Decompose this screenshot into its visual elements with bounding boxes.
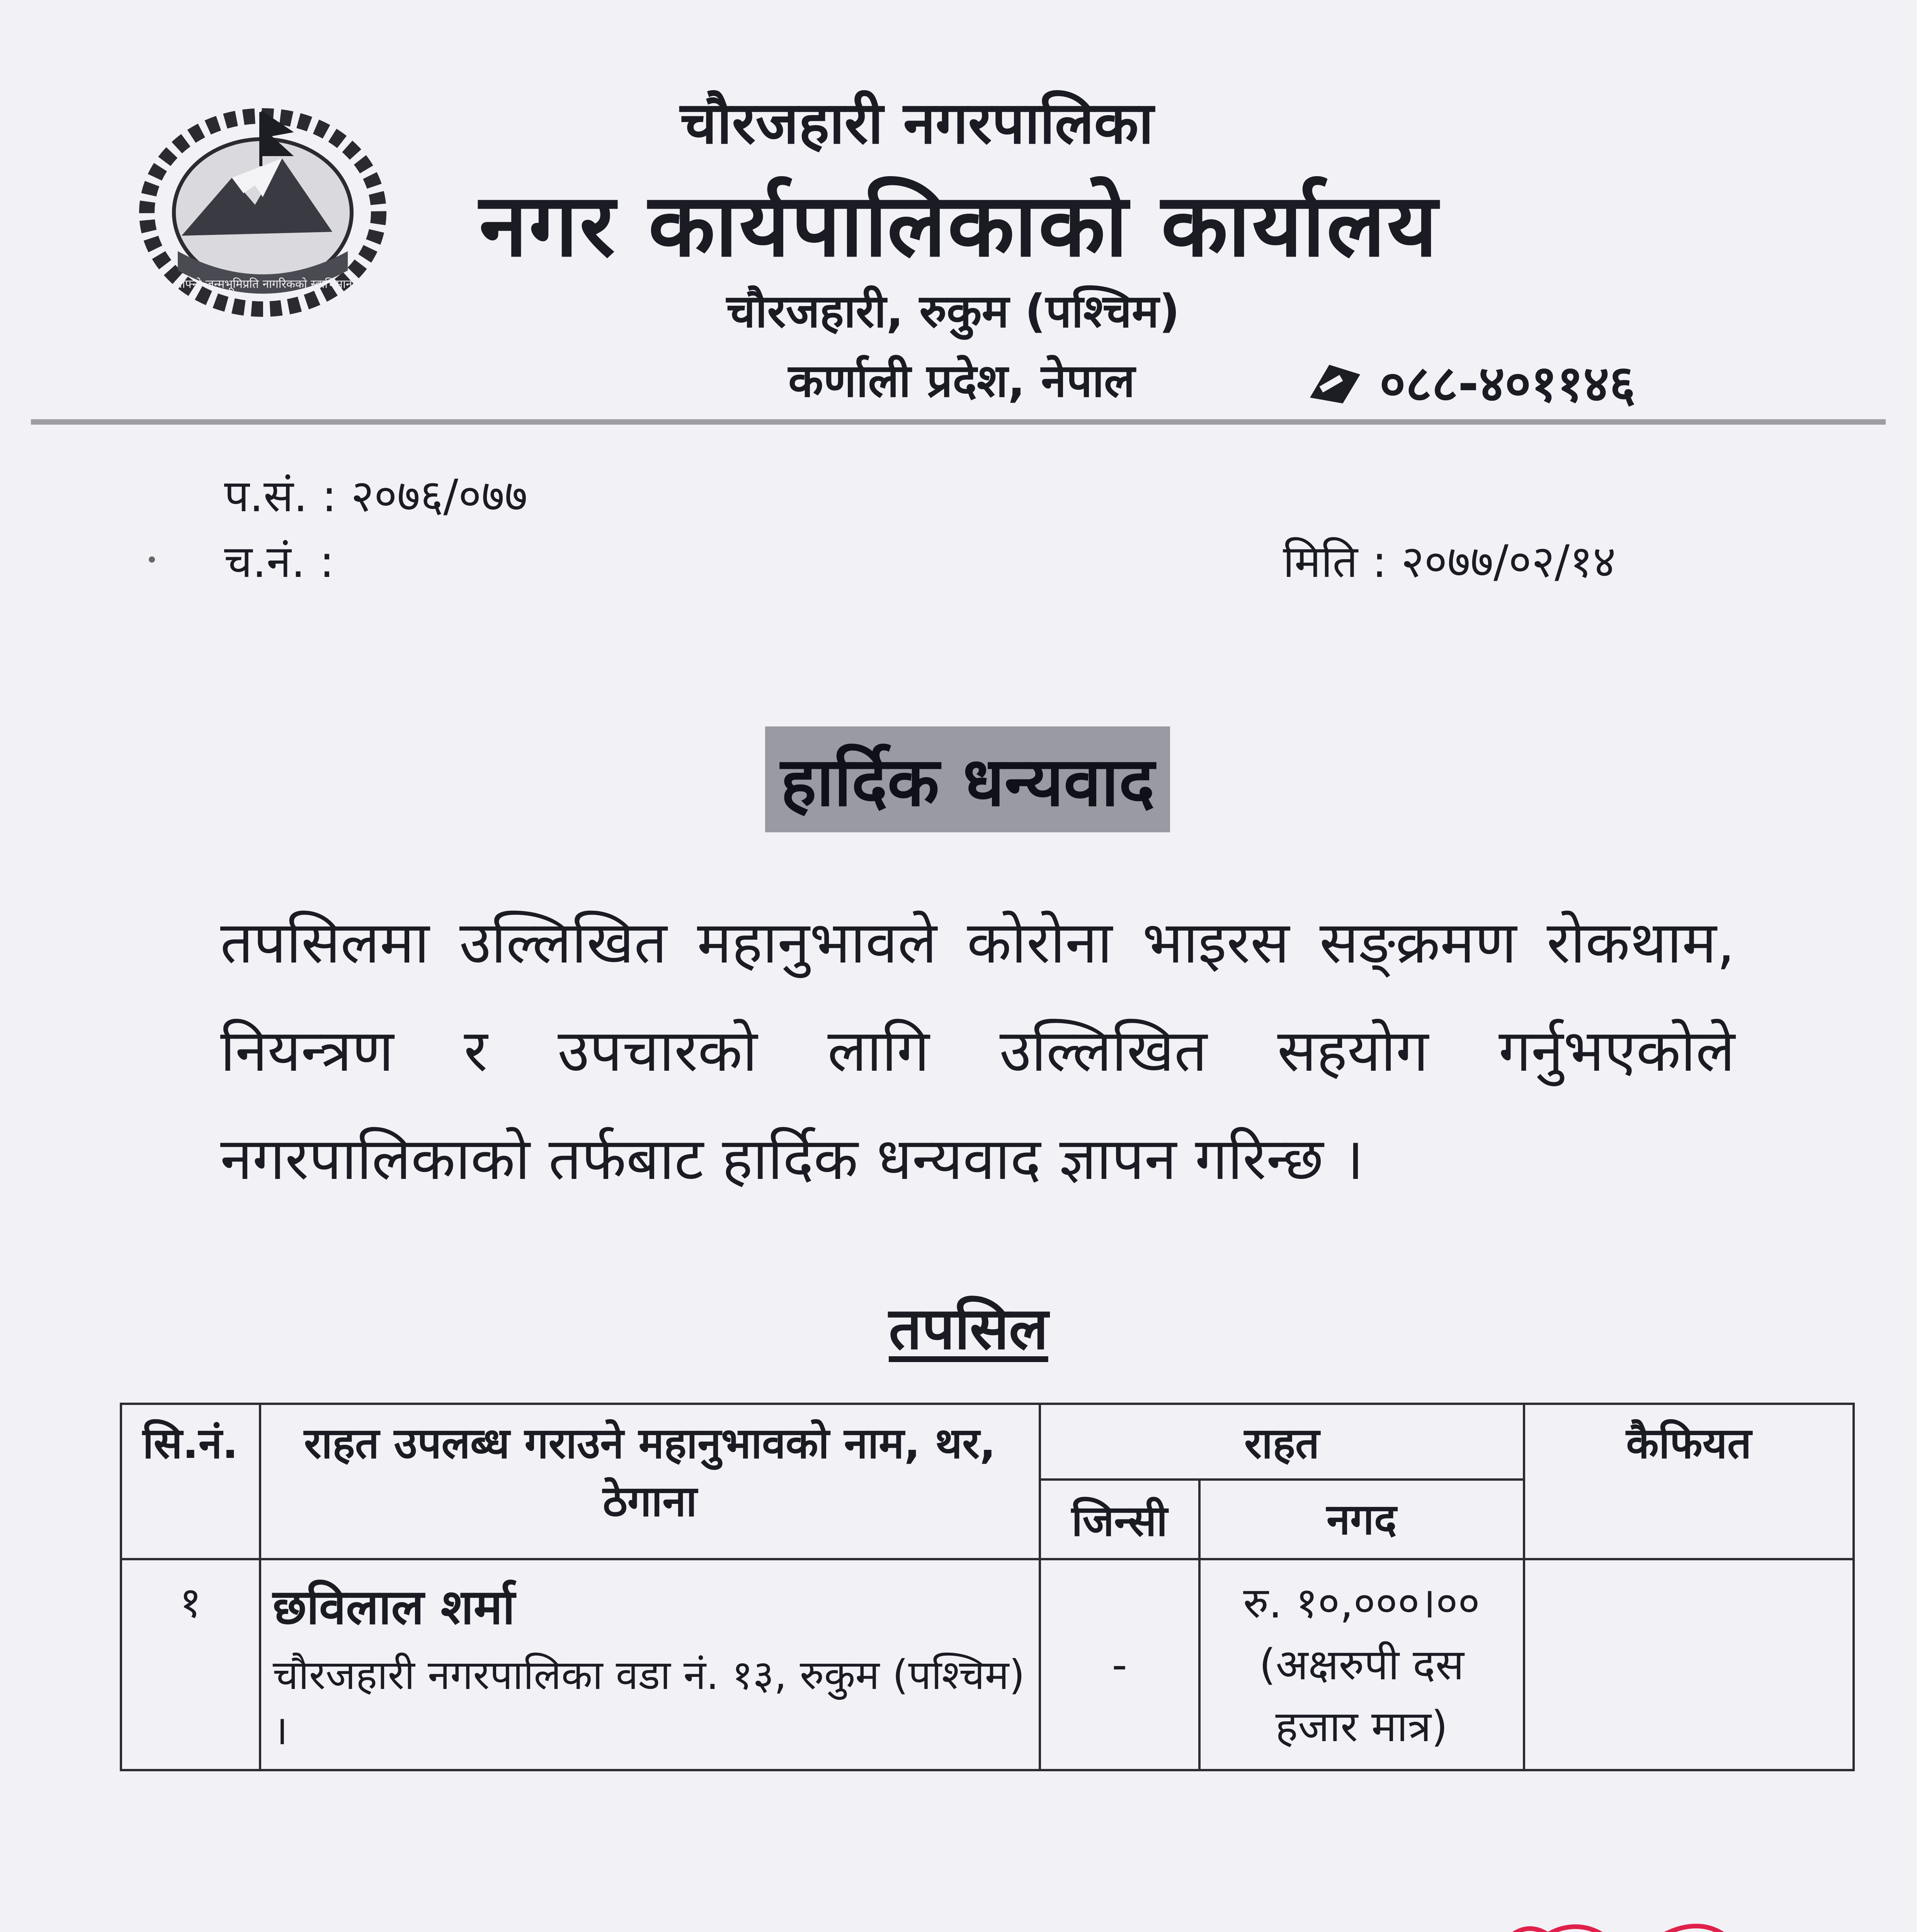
row-cash [1199, 1559, 1524, 1770]
cash-words-1: (अक्षरुपी दस [1259, 1640, 1464, 1689]
margin-mark [149, 556, 155, 563]
header-sn: सि.नं. [121, 1404, 260, 1559]
letter-date: मिति : २०७७/०२/१४ [1283, 536, 1616, 588]
reference-number: प.सं. : २०७६/०७७ [224, 470, 528, 522]
header-kind: जिन्सी [1040, 1480, 1199, 1559]
header-relief: राहत [1040, 1404, 1524, 1480]
title-highlight [765, 726, 1170, 832]
donor-table [120, 1403, 1855, 1771]
table-row [121, 1559, 1854, 1770]
row-kind: - [1040, 1559, 1199, 1770]
header-donor: राहत उपलब्ध गराउने महानुभावको नाम, थर, ठेगाना [260, 1404, 1040, 1559]
dispatch-number: च.नं. : [224, 536, 335, 588]
row-donor [260, 1559, 1040, 1770]
letter-body: तपसिलमा उल्लिखित महानुभावले कोरोना भाइरस सङ्क्रमण रोकथाम, नियन्त्रण र उपचारको लागि उल्लिखित सहयोग गर्नुभएकोले नगरपालिकाको तर्फबाट हार्दिक धन्यवाद ज्ञापन गरिन्छ । [220, 909, 1735, 1193]
cash-amount: रु. १०,०००।०० [1243, 1578, 1480, 1628]
row-sn: १ [121, 1559, 260, 1770]
municipality-name: चौरजहारी नगरपालिका [680, 90, 1154, 157]
handwritten-signature [1453, 1847, 1801, 1932]
table-header-row [121, 1404, 1854, 1480]
row-remarks [1524, 1559, 1854, 1770]
cash-words-2: हजार मात्र) [1275, 1702, 1448, 1751]
address-line-1: चौरजहारी, रुकुम (पश्चिम) [726, 284, 1180, 338]
letter-title: हार्दिक धन्यवाद [781, 743, 1155, 821]
telephone-icon [1306, 359, 1364, 405]
header-divider [31, 419, 1886, 425]
municipality-emblem-icon [116, 89, 410, 328]
header-remarks: कैफियत [1524, 1404, 1854, 1559]
donor-name: छविलाल शर्मा [272, 1579, 515, 1635]
office-name: नगर कार्यपालिकाको कार्यालय [479, 175, 1439, 276]
address-line-2: कर्णाली प्रदेश, नेपाल [788, 354, 1135, 407]
donor-address: चौरजहारी नगरपालिका वडा नं. १३, रुकुम (पश्चिम) । [272, 1651, 1025, 1754]
phone-block [1306, 348, 1635, 416]
emblem-motto: आफ्नो जन्मभूमिप्रति नागरिकको स्वाभिमान [173, 277, 352, 291]
phone-number: ०८८-४०११४६ [1379, 354, 1636, 413]
header-cash: नगद [1199, 1480, 1524, 1559]
schedule-heading: तपसिल [889, 1295, 1048, 1362]
